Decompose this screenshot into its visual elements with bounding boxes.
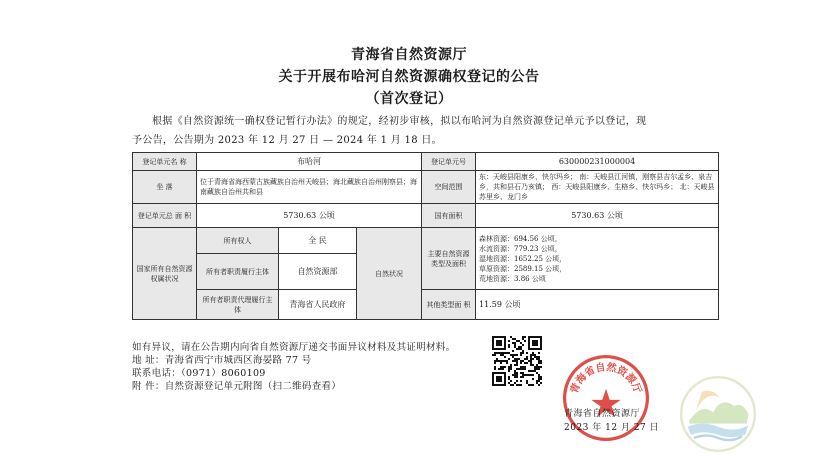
grassland-resource: 草原资源：2589.15 公顷， xyxy=(479,264,567,273)
wasteland-resource: 荒地资源：3.86 公顷 xyxy=(479,274,546,283)
agent-value: 青海省人民政府 xyxy=(279,290,357,320)
wetland-resource: 湿地资源：1652.25 公顷， xyxy=(479,254,567,263)
main-types-cell xyxy=(476,228,719,290)
other-value: 11.59 公顷 xyxy=(476,290,719,320)
announcement-subtitle: （首次登记） xyxy=(365,91,453,107)
attachment-line: 附 件：自然资源登记单元附图（扫二维码查看） xyxy=(132,381,342,392)
objection-note: 如有异议，请在公告期内向省自然资源厅递交书面异议材料及其证明材料。 xyxy=(132,342,456,353)
duty-value: 自然资源部 xyxy=(279,254,357,290)
unit-name-label: 登记单元名 称 xyxy=(133,153,197,171)
location-label: 坐 落 xyxy=(133,171,197,204)
range-label: 空间范围 xyxy=(422,171,476,204)
owner-value: 全 民 xyxy=(279,228,357,254)
announcement-title: 关于开展布哈河自然资源确权登记的公告 xyxy=(278,69,540,85)
duty-label: 所有者职责履行主体 xyxy=(197,254,279,290)
total-area-label: 登记单元总 面 积 xyxy=(133,204,197,228)
address-line: 地 址：青海省西宁市城西区海晏路 77 号 xyxy=(132,355,312,366)
signature-org: 青海省自然资源厅 xyxy=(564,409,641,419)
other-label: 其他类型面 积 xyxy=(422,290,476,320)
unit-no-value: 630000231000004 xyxy=(476,153,719,171)
total-area-value: 5730.63 公顷 xyxy=(197,204,422,228)
ownership-label: 国家所有自然资源权属状况 xyxy=(133,228,197,320)
location-value: 位于青海省海西蒙古族藏族自治州天峻县；海北藏族自治州刚察县；海南藏族自治州共和县 xyxy=(197,171,422,204)
state-area-value: 5730.63 公顷 xyxy=(476,204,719,228)
intro-line-1: 根据《自然资源统一确权登记暂行办法》的规定，经初步审核，拟以布哈河为自然资源登记单元予以登记，现 xyxy=(152,116,647,127)
unit-no-label: 登记单元号 xyxy=(422,153,476,171)
range-value: 东：天峻县阳康乡、快尔玛乡； 南：天峻县江河镇，刚察县吉尔孟乡、泉吉乡，共和县石乃亥镇； 西：天峻县阳康乡、生格乡、快尔玛乡； 北：天峻县苏里乡、龙门乡 xyxy=(476,171,719,204)
svg-text:青海省自然资源厅: 青海省自然资源厅 xyxy=(569,362,643,396)
phone-line: 联系电话：（0971）8060109 xyxy=(132,368,266,379)
registration-table xyxy=(132,152,719,320)
org-title: 青海省自然资源厅 xyxy=(351,47,467,63)
signature-date: 2023 年 12 月 27 日 xyxy=(564,423,660,433)
intro-line-2: 予公告，公告期为 2023 年 12 月 27 日 — 2024 年 1 月 18 日。 xyxy=(132,135,442,146)
owner-label: 所有权人 xyxy=(197,228,279,254)
forest-resource: 森林资源：694.56 公顷， xyxy=(479,234,562,243)
agent-label: 所有者职责代理履行主体 xyxy=(197,290,279,320)
main-types-label: 主要自然资源类型及面积 xyxy=(422,228,476,290)
state-area-label: 国有面积 xyxy=(422,204,476,228)
qr-code-icon[interactable] xyxy=(492,336,542,386)
unit-name-value: 布哈河 xyxy=(197,153,422,171)
nature-resources-logo-icon xyxy=(678,374,758,454)
water-resource: 水流资源：779.23 公顷， xyxy=(479,244,562,253)
nature-label: 自然状况 xyxy=(357,228,422,320)
